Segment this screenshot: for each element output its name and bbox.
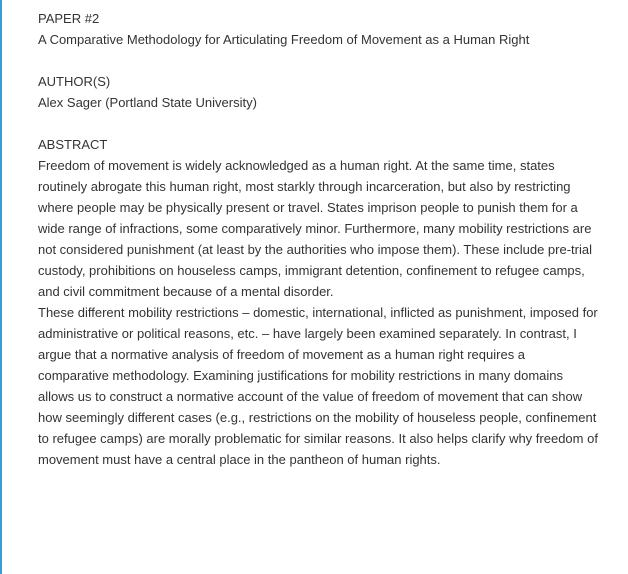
paper-details bbox=[38, 8, 598, 491]
paper-section bbox=[38, 8, 598, 50]
abstract-section bbox=[38, 134, 598, 470]
paper-title: A Comparative Methodology for Articulating Freedom of Movement as a Human Right bbox=[38, 32, 530, 47]
authors-value: Alex Sager (Portland State University) bbox=[38, 95, 257, 110]
abstract-paragraph-1: Freedom of movement is widely acknowledged as a human right. At the same time, states routinely abrogate this human right, most starkly through incarceration, but also by restricting where people may be physically present or travel. States imprison people to punish them for a wide range of infractions, some comparatively minor. Furthermore, many mobility restrictions are not considered punishment (at least by the authorities who impose them). These include pre-trial custody, prohibitions on houseless camps, immigrant detention, confinement to refugee camps, and civil commitment because of a mental disorder. bbox=[38, 158, 592, 299]
authors-label: AUTHOR(S) bbox=[38, 74, 111, 89]
abstract-label: ABSTRACT bbox=[38, 137, 108, 152]
abstract-paragraph-2: These different mobility restrictions – domestic, international, inflicted as punishment, imposed for administrative or political reasons, etc. – have largely been examined separately. In contrast, I argue that a normative analysis of freedom of movement as a human right requires a comparative methodology. Examining justifications for mobility restrictions in many domains allows us to construct a normative account of the value of freedom of movement that can show how seemingly different cases (e.g., restrictions on the mobility of houseless people, confinement to refugee camps) are morally problematic for similar reasons. It also helps clarify why freedom of movement must have a central place in the pantheon of human rights. bbox=[38, 305, 598, 467]
authors-section bbox=[38, 71, 598, 113]
paper-number-label: PAPER #2 bbox=[38, 11, 100, 26]
left-accent-border bbox=[0, 0, 2, 574]
